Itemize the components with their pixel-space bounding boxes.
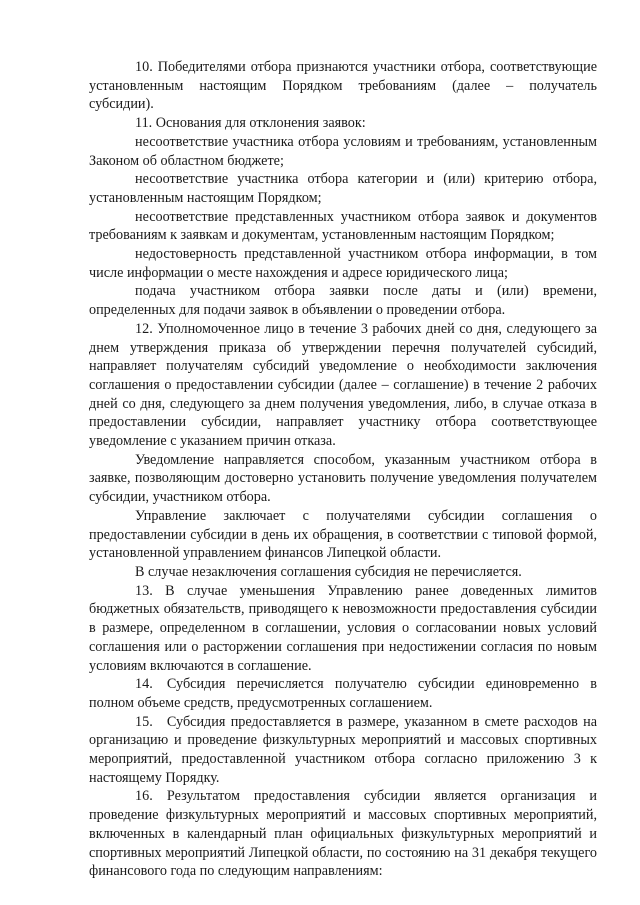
paragraph-13-limits-reduction: 13. В случае уменьшения Управлению ранее доведенных лимитов бюджетных обязательств, приводящего к невозможности предоставления субсидии в размере, определенном в соглашении, условия о согласовании новых условий соглашения или о расторжении соглашения при недостижении согласия по новым условиям включаются в соглашение. bbox=[89, 582, 597, 674]
paragraph-agreement-conclusion: Управление заключает с получателями субсидии соглашения о предоставлении субсидии в день их обращения, в соответствии с типовой формой, установленной управлением финансов Липецкой области. bbox=[89, 507, 597, 562]
paragraph-non-conclusion: В случае незаключения соглашения субсидия не перечисляется. bbox=[135, 563, 522, 580]
rejection-ground-documents: несоответствие представленных участником отбора заявок и документов требованиям к заявкам и документам, установленным настоящим Порядком; bbox=[89, 208, 597, 244]
rejection-ground-unreliable-info: недостоверность представленной участником отбора информации, в том числе информации о месте нахождения и адресе юридического лица; bbox=[89, 246, 597, 281]
paragraph-15-amount: 15. Субсидия предоставляется в размере, указанном в смете расходов на организацию и проведение физкультурных мероприятий и массовых спортивных мероприятий, предоставленной участником отбора согласно приложению 3 к настоящему Порядку. bbox=[89, 713, 597, 786]
paragraph-14-transfer: 14. Субсидия перечисляется получателю субсидии единовременно в полном объеме средств, предусмотренных соглашением. bbox=[89, 676, 597, 711]
rejection-ground-late-submission: подача участником отбора заявки после даты и (или) времени, определенных для подачи заявок в объявлении о проведении отбора. bbox=[89, 283, 597, 319]
paragraph-10-winners: 10. Победителями отбора признаются участники отбора, соответствующие установленным настоящим Порядком требованиям (далее – получатель субсидии). bbox=[89, 59, 597, 113]
paragraph-11-rejection-grounds: 11. Основания для отклонения заявок: bbox=[135, 115, 366, 132]
paragraph-notification-method: Уведомление направляется способом, указанным участником отбора в заявке, позволяющим достоверно установить получение уведомления получателем субсидии, участником отбора. bbox=[89, 451, 597, 506]
rejection-ground-conditions: несоответствие участника отбора условиям и требованиям, установленным Законом об областном бюджете; bbox=[89, 133, 597, 169]
rejection-ground-category: несоответствие участника отбора категории и (или) критерию отбора, установленным настоящим Порядком; bbox=[89, 171, 597, 206]
paragraph-16-result: 16. Результатом предоставления субсидии является организация и проведение физкультурных мероприятий и массовых спортивных мероприятий, включенных в календарный план официальных физкультурных мероприятий и спортивных мероприятий Липецкой области, по состоянию на 31 декабря текущего финансового года по следующим направлениям: bbox=[89, 788, 597, 880]
paragraph-12-notification: 12. Уполномоченное лицо в течение 3 рабочих дней со дня, следующего за днем утверждения приказа об утверждении перечня получателей субсидий, направляет получателям субсидий уведомление о необходимости заключения соглашения о предоставлении субсидии (далее – соглашение) в течение 2 рабочих дней со дня, следующего за днем получения уведомления, либо, в случае отказа в предоставлении субсидии, направляет участнику отбора соответствующее уведомление с указанием причин отказа. bbox=[89, 320, 597, 450]
document-body bbox=[89, 58, 597, 881]
